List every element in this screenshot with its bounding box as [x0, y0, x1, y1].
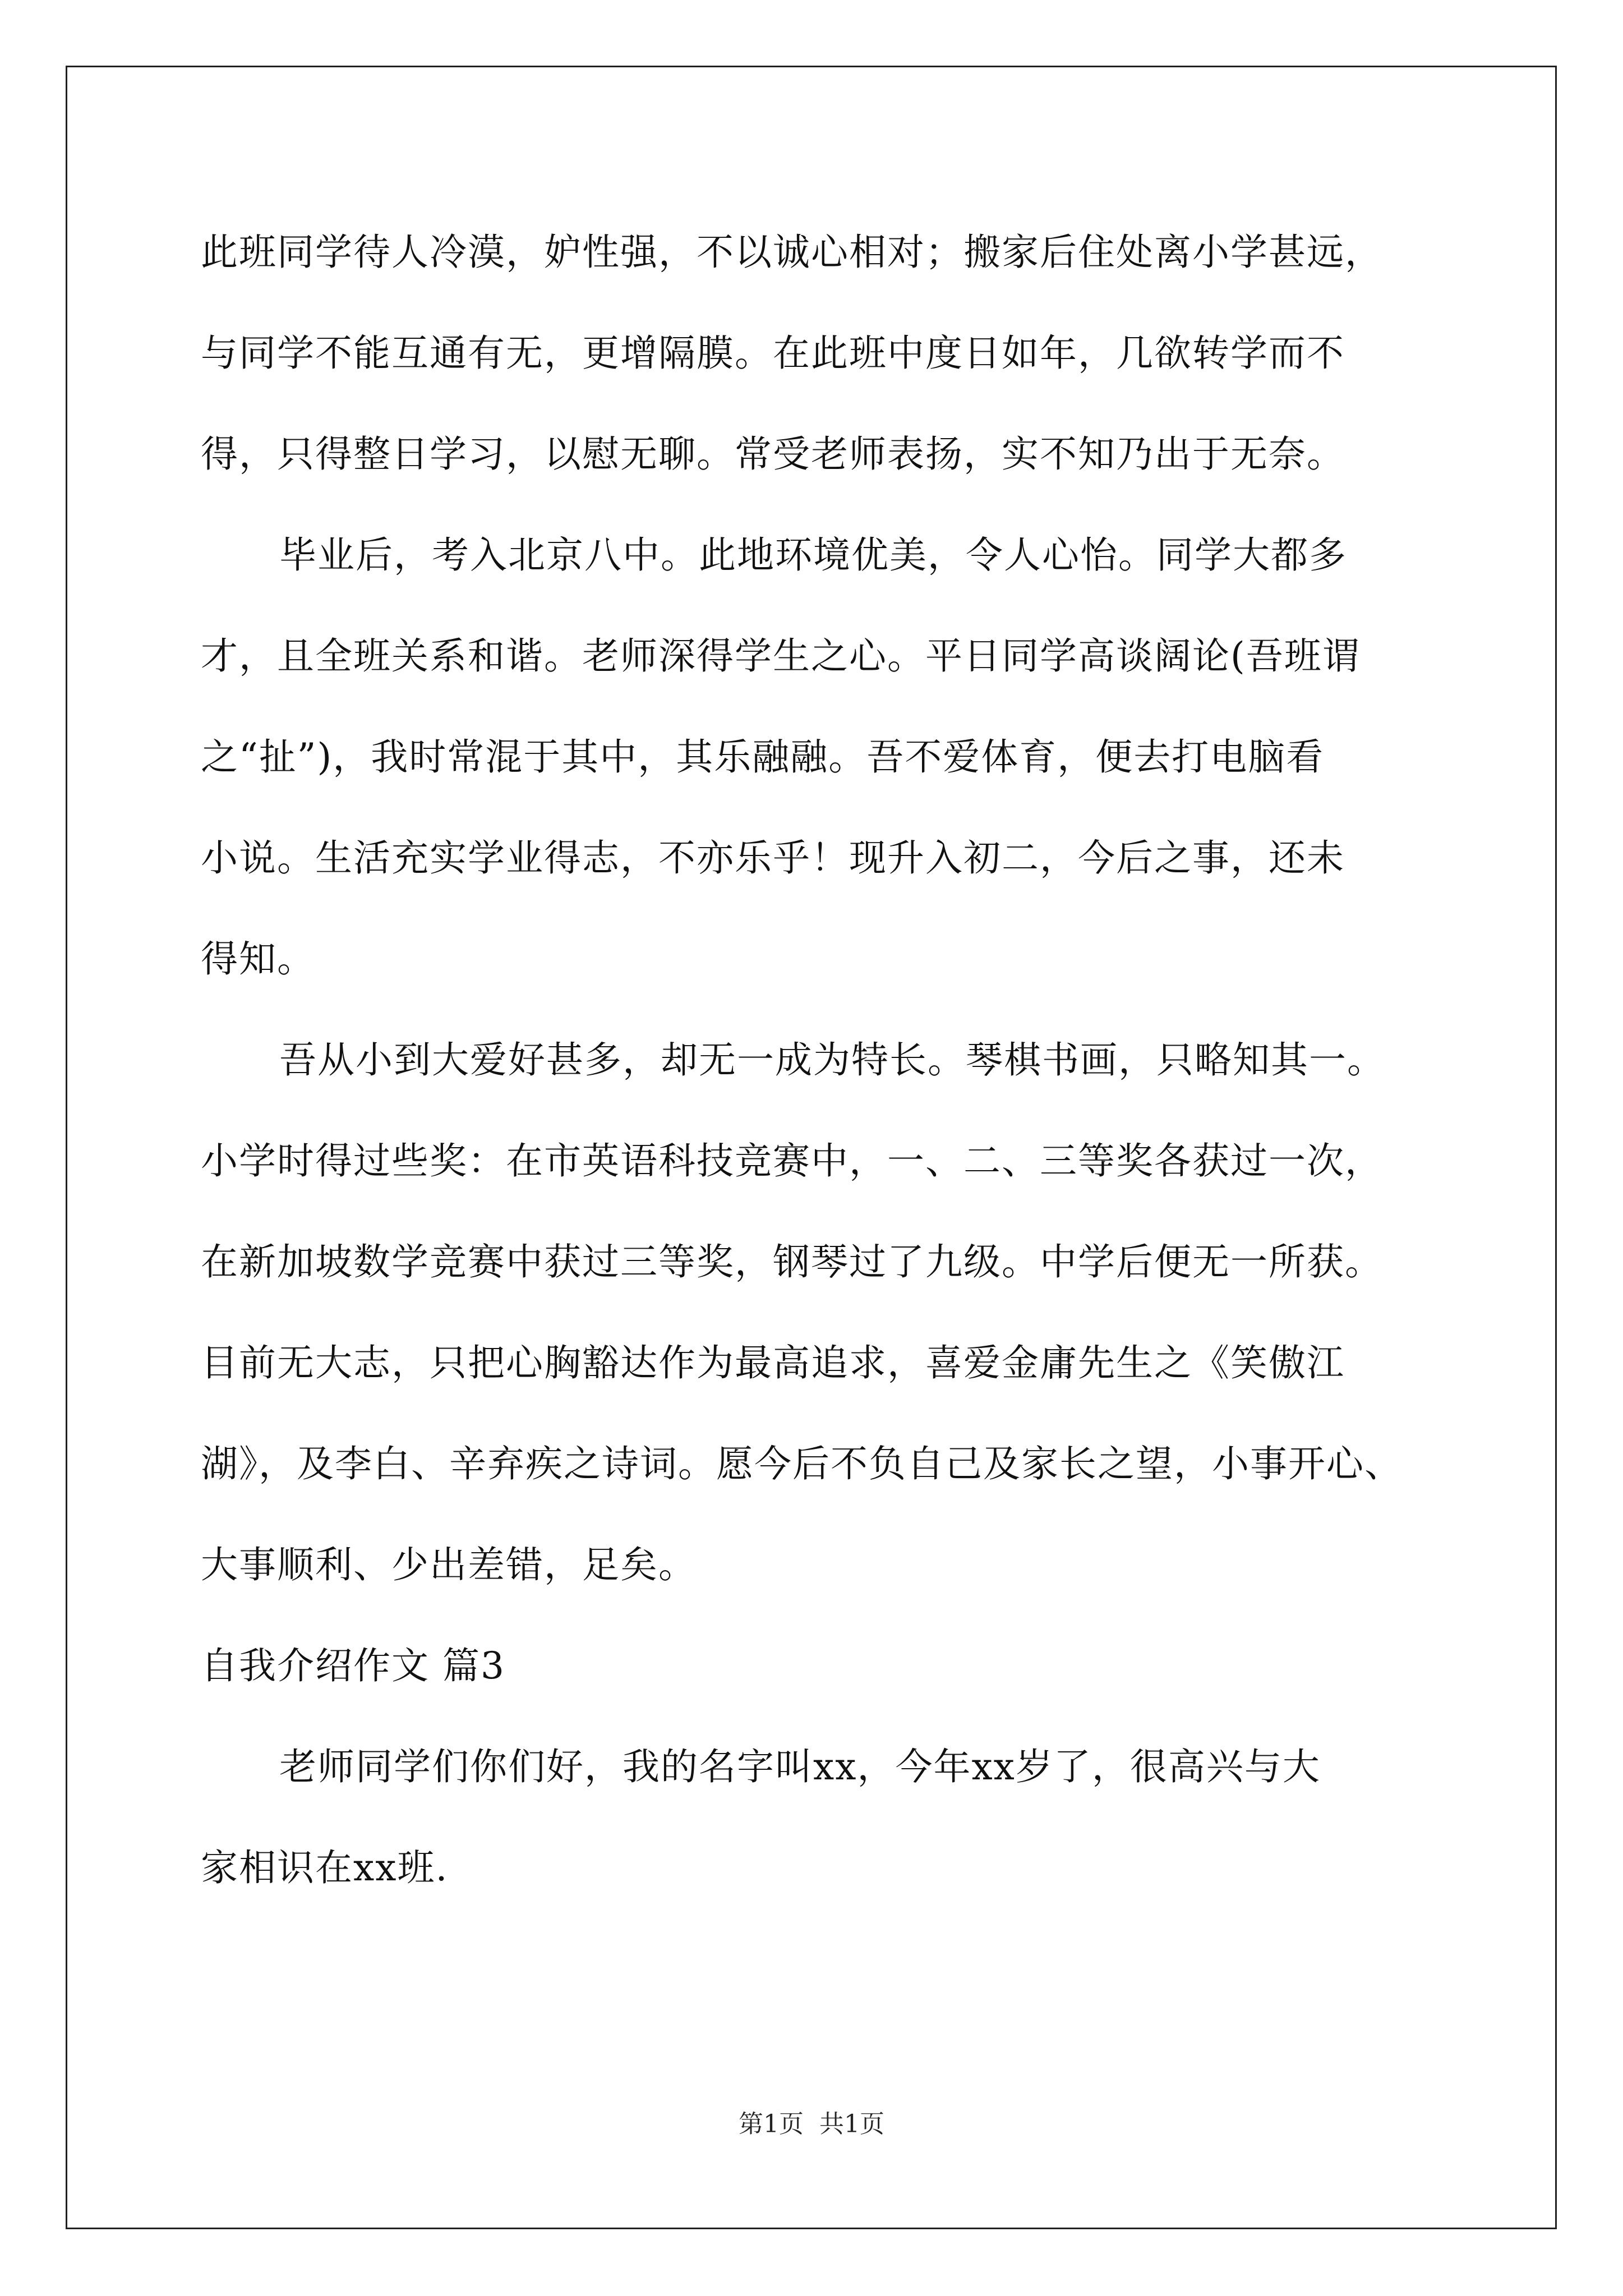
- paragraph-text: 吾从小到大爱好甚多，却无一成为特长。琴棋书画，只略知其一。: [279, 1038, 1385, 1082]
- paragraph-text: 老师同学们你们好，我的名字叫xx，今年xx岁了，很高兴与大: [279, 1745, 1321, 1788]
- paragraph-line: 家相识在xx班.: [201, 1846, 449, 1889]
- paragraph-line: 湖》，及李白、辛弃疾之诗词。愿今后不负自己及家长之望，小事开心、: [201, 1442, 1403, 1485]
- paragraph-line: 得，只得整日学习，以慰无聊。常受老师表扬，实不知乃出于无奈。: [201, 432, 1345, 476]
- paragraph-line: 此班同学待人冷漠，妒性强，不以诚心相对；搬家后住处离小学甚远，: [201, 231, 1383, 274]
- paragraph-line: [201, 1010, 1432, 1111]
- paragraph-line: 才，且全班关系和谐。老师深得学生之心。平日同学高谈阔论(吾班谓: [201, 634, 1361, 678]
- paragraph-text: 毕业后，考入北京八中。此地环境优美，令人心怡。同学大都多: [279, 533, 1347, 577]
- section-heading: 自我介绍作文 篇3: [201, 1644, 505, 1687]
- paragraph-line: 小说。生活充实学业得志，不亦乐乎！现升入初二，今后之事，还未: [201, 836, 1345, 880]
- paragraph-line: [201, 1717, 1432, 1818]
- paragraph-line: 小学时得过些奖：在市英语科技竞赛中，一、二、三等奖各获过一次，: [201, 1139, 1383, 1182]
- paragraph-line: 与同学不能互通有无，更增隔膜。在此班中度日如年，几欲转学而不: [201, 332, 1345, 375]
- page-total: 共1页: [819, 2110, 884, 2138]
- paragraph-line: 目前无大志，只把心胸豁达作为最高追求，喜爱金庸先生之《笑傲江: [201, 1341, 1345, 1384]
- paragraph-line: 之“扯”)，我时常混于其中，其乐融融。吾不爱体育，便去打电脑看: [201, 735, 1325, 779]
- document-body: [201, 202, 1432, 1918]
- paragraph-line: 大事顺利、少出差错，足矣。: [201, 1543, 697, 1586]
- paragraph-line: 得知。: [201, 937, 315, 981]
- paragraph-line: 在新加坡数学竞赛中获过三等奖，钢琴过了九级。中学后便无一所获。: [201, 1240, 1383, 1283]
- page-number: 第1页: [739, 2110, 804, 2138]
- paragraph-line: [201, 505, 1432, 606]
- page-footer: [0, 2104, 1623, 2139]
